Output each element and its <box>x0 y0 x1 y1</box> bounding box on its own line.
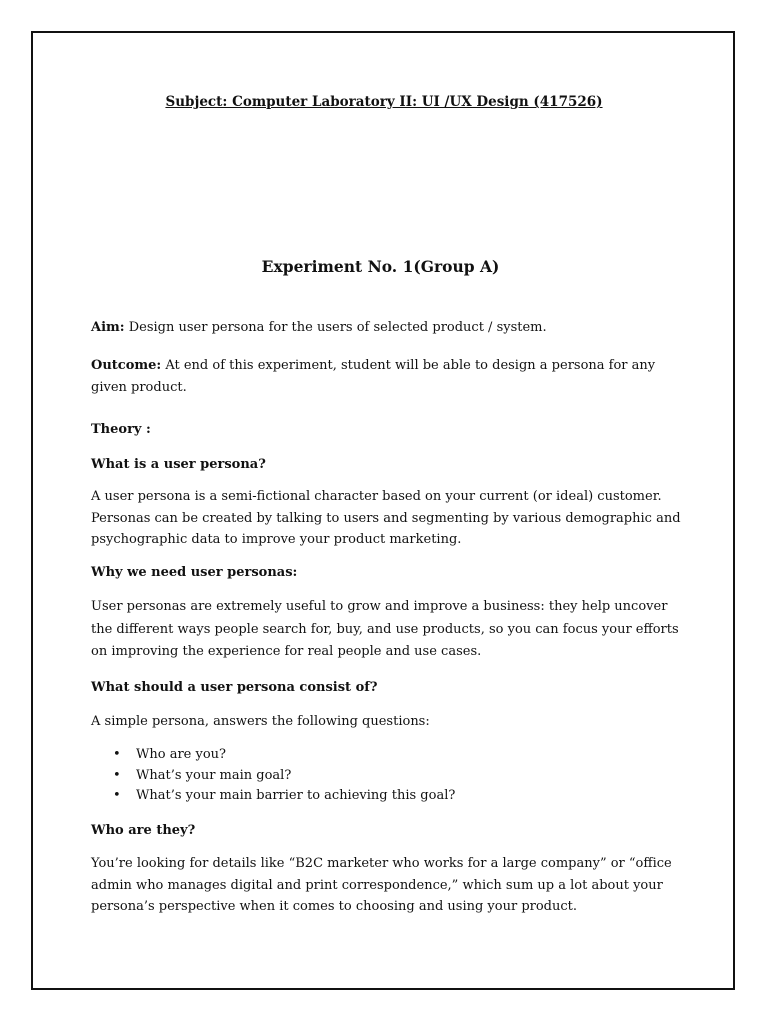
bullet-icon: • <box>113 747 121 762</box>
aim-text: Design user persona for the users of selected product / system. <box>124 320 547 335</box>
outcome-label: Outcome: <box>91 358 162 373</box>
what-is-persona-body: A user persona is a semi-fictional character based on your current (or ideal) customer. Personas can be created by talking to users and segmenting by various demographic and psychographic data to improve your product marketing. <box>91 489 681 547</box>
what-is-persona-heading: What is a user persona? <box>91 457 266 472</box>
bullet-icon: • <box>113 788 121 803</box>
list-item: • What’s your main barrier to achieving this goal? <box>110 786 670 807</box>
aim-label: Aim: <box>91 320 125 335</box>
outcome-paragraph <box>91 355 689 398</box>
who-are-they-heading: Who are they? <box>91 823 196 838</box>
who-are-they-body: You’re looking for details like “B2C marketer who works for a large company” or “office admin who manages digital and print correspondence,” which sum up a lot about your persona’s perspective when it comes to choosing and using your product. <box>91 856 672 914</box>
why-need-personas-heading: Why we need user personas: <box>91 565 298 580</box>
list-item: • Who are you? <box>110 745 670 766</box>
consist-of-heading: What should a user persona consist of? <box>91 680 378 695</box>
subject-heading: Subject: Computer Laboratory II: UI /UX Design (417526) <box>165 94 603 110</box>
outcome-text: At end of this experiment, student will be able to design a persona for any given product. <box>91 358 656 395</box>
aim-paragraph <box>91 317 691 339</box>
theory-heading: Theory : <box>91 422 151 437</box>
bullet-icon: • <box>113 767 121 783</box>
experiment-title: Experiment No. 1(Group A) <box>261 257 500 276</box>
why-need-personas-body: User personas are extremely useful to grow and improve a business: they help uncover the different ways people search for, buy, and use products, so you can focus your efforts on improving the experience for real people and use cases. <box>91 599 679 659</box>
persona-questions-list <box>110 745 670 807</box>
consist-of-intro: A simple persona, answers the following questions: <box>91 714 430 729</box>
list-item: • What’s your main goal? <box>110 766 670 787</box>
